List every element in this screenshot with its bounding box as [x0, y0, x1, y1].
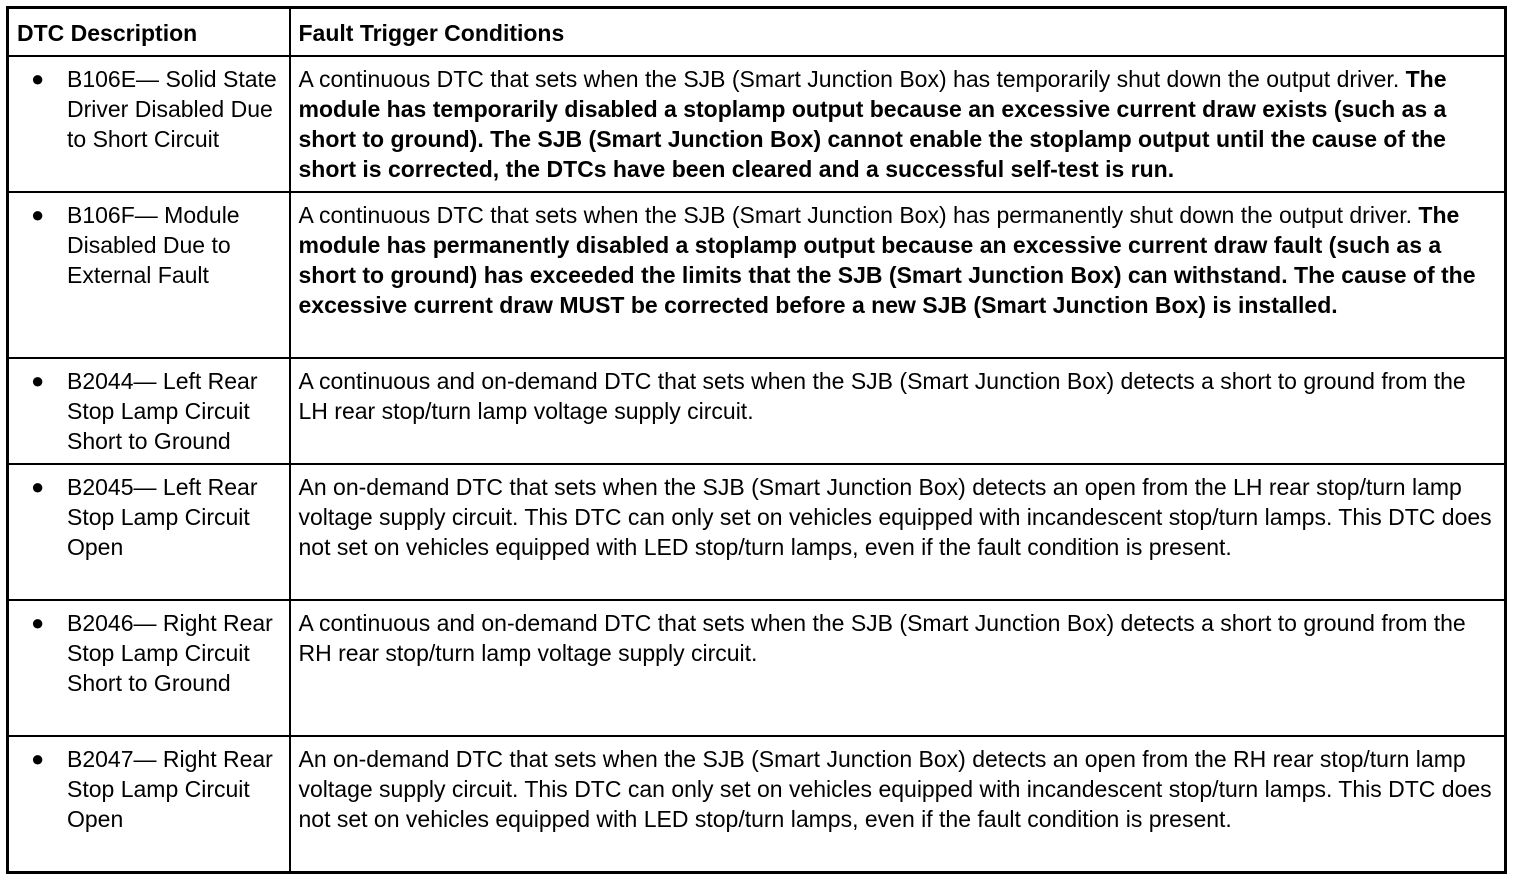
table-row — [8, 192, 1506, 358]
dtc-description-cell — [8, 600, 290, 736]
conditions-text: An on-demand DTC that sets when the SJB (Smart Junction Box) detects an open from the RH rear stop/turn lamp voltage supply circuit. This DTC can only set on vehicles equipped with incandescent stop/turn lamps. This DTC does not set on vehicles equipped with LED stop/turn lamps, even if the fault condition is present. — [298, 746, 1492, 832]
bullet-icon: ● — [31, 202, 45, 227]
dtc-description-cell — [8, 464, 290, 600]
bullet-icon: ● — [31, 66, 45, 91]
conditions-text: A continuous and on-demand DTC that sets when the SJB (Smart Junction Box) detects a short to ground from the LH rear stop/turn lamp voltage supply circuit. — [298, 368, 1466, 424]
table-row — [8, 56, 1506, 192]
dtc-description-cell — [8, 56, 290, 192]
fault-conditions-cell — [290, 192, 1506, 358]
conditions-text: An on-demand DTC that sets when the SJB (Smart Junction Box) detects an open from the LH rear stop/turn lamp voltage supply circuit. This DTC can only set on vehicles equipped with incandescent stop/turn lamps. This DTC does not set on vehicles equipped with LED stop/turn lamps, even if the fault condition is present. — [298, 474, 1492, 560]
bullet-icon: ● — [31, 610, 45, 635]
table-row — [8, 358, 1506, 464]
dtc-description-text: B106F— Module Disabled Due to External Fault — [67, 202, 240, 288]
header-fault-trigger-conditions: Fault Trigger Conditions — [290, 8, 1506, 57]
fault-conditions-cell — [290, 464, 1506, 600]
dtc-table — [6, 6, 1507, 874]
fault-conditions-cell — [290, 56, 1506, 192]
dtc-description-text: B106E— Solid State Driver Disabled Due to Short Circuit — [67, 66, 277, 152]
dtc-description-cell — [8, 358, 290, 464]
table-row — [8, 600, 1506, 736]
bullet-icon: ● — [31, 746, 45, 771]
table-row — [8, 736, 1506, 873]
conditions-bold-text: The module has temporarily disabled a stoplamp output because an excessive current draw exists (such as a short to ground). The SJB (Smart Junction Box) cannot enable the stoplamp output until the cause of the short is corrected, the DTCs have been cleared and a successful self-test is run. — [298, 66, 1447, 182]
fault-conditions-cell — [290, 736, 1506, 873]
header-row — [8, 8, 1506, 57]
conditions-text: A continuous and on-demand DTC that sets when the SJB (Smart Junction Box) detects a short to ground from the RH rear stop/turn lamp voltage supply circuit. — [298, 610, 1466, 666]
conditions-text: A continuous DTC that sets when the SJB (Smart Junction Box) has temporarily shut down the output driver. — [298, 66, 1406, 92]
dtc-description-text: B2044— Left Rear Stop Lamp Circuit Short to Ground — [67, 368, 258, 454]
bullet-icon: ● — [31, 474, 45, 499]
dtc-description-text: B2045— Left Rear Stop Lamp Circuit Open — [67, 474, 258, 560]
header-dtc-description: DTC Description — [8, 8, 290, 57]
conditions-bold-text: The module has permanently disabled a stoplamp output because an excessive current draw fault (such as a short to ground) has exceeded the limits that the SJB (Smart Junction Box) can withstand. The cause of the excessive current draw MUST be corrected before a new SJB (Smart Junction Box) is installed. — [298, 202, 1476, 318]
fault-conditions-cell — [290, 600, 1506, 736]
conditions-text: A continuous DTC that sets when the SJB (Smart Junction Box) has permanently shut down the output driver. — [298, 202, 1419, 228]
table-row — [8, 464, 1506, 600]
dtc-description-cell — [8, 736, 290, 873]
dtc-description-cell — [8, 192, 290, 358]
dtc-description-text: B2046— Right Rear Stop Lamp Circuit Short to Ground — [67, 610, 273, 696]
fault-conditions-cell — [290, 358, 1506, 464]
dtc-description-text: B2047— Right Rear Stop Lamp Circuit Open — [67, 746, 273, 832]
bullet-icon: ● — [31, 368, 45, 393]
